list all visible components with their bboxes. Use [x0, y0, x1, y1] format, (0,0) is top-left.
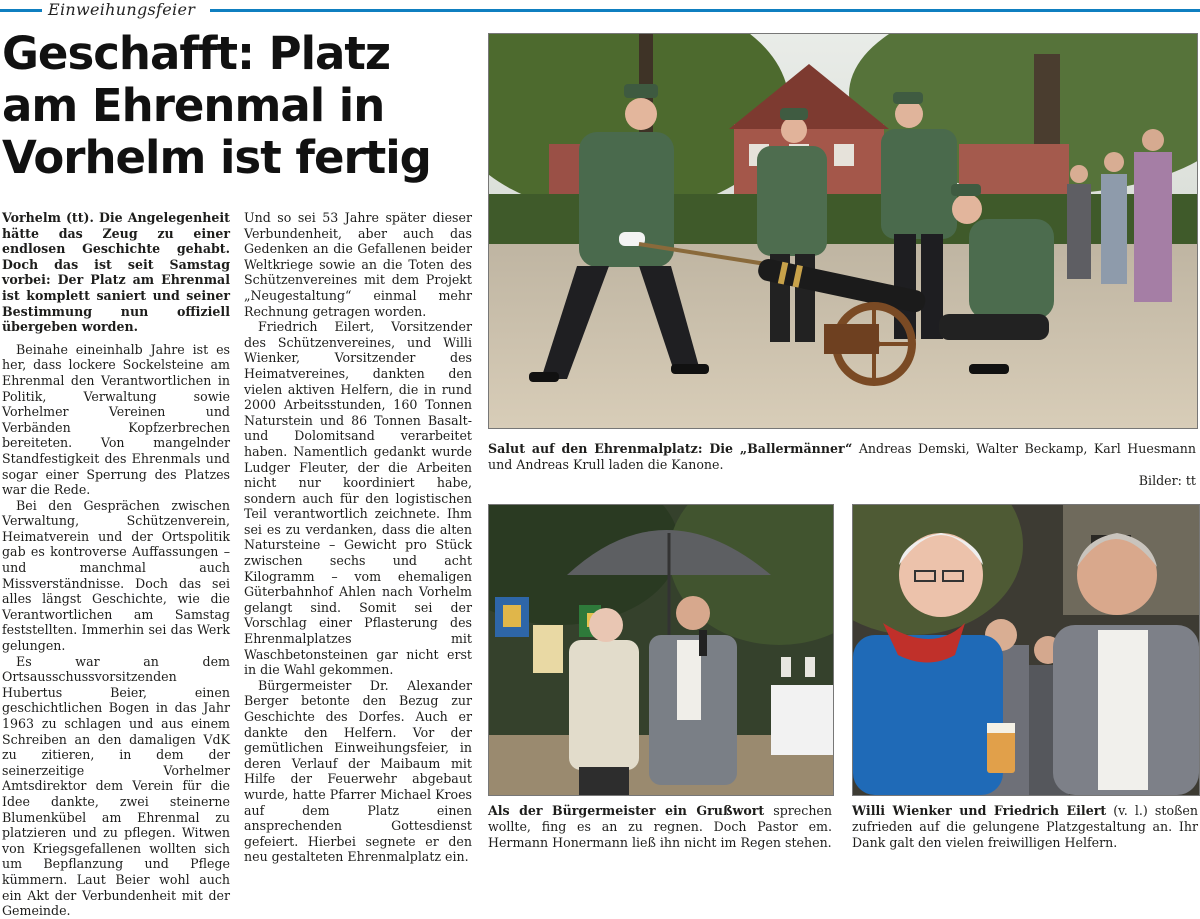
caption-bottom-left-text: sprechen wollte, fing es an zu regnen. Doch Pastor em. Hermann Honermann ließ ihn nicht im Regen stehen.	[488, 803, 832, 850]
article-column-1	[2, 210, 230, 919]
photo-mayor-umbrella-image	[489, 505, 833, 795]
caption-main-text: Andreas Demski, Walter Beckamp, Karl Huesmann und Andreas Krull laden die Kanone.	[488, 441, 1196, 472]
photo-toast-image	[853, 505, 1199, 795]
paragraph: Es war an dem Ortsausschussvorsitzenden Hubertus Beier, einen geschichtlichen Bogen in das Jahr 1963 zu schlagen und aus einem Schreiben an den damaligen VdK zu zitieren, in dem der seinerzeitige Vorhelmer Amtsdirektor dem Verein für die Idee dankte, zwei steinerne Blumenkübel am Ehrenmal zu platzieren und zu pflegen. Witwen von Kriegsgefallenen wollten sich um Bepflanzung und Pflege kümmern. Laut Beier wohl auch ein Akt der Verbundenheit mit der Gemeinde.	[2, 653, 230, 919]
article-lead: Vorhelm (tt). Die Angelegenheit hätte das Zeug zu einer endlosen Geschichte gehabt. Doch das ist seit Samstag vorbei: Der Platz am Ehrenmal ist komplett saniert und seiner Bestimmung nun offiziell übergeben worden.	[2, 210, 230, 335]
caption-bottom-left	[488, 803, 832, 851]
rubric-label: Einweihungsfeier	[48, 0, 196, 19]
caption-bottom-right-text: (v. l.) stoßen zufrieden auf die gelungene Platzgestaltung an. Ihr Dank galt den vielen freiwilligen Helfern.	[852, 803, 1198, 850]
photo-toast	[852, 504, 1200, 796]
article-column-2	[244, 210, 472, 865]
paragraph: Bei den Gesprächen zwischen Verwaltung, Schützenverein, Heimatverein und der Ortspolitik gab es kontroverse Auffassungen – und manchmal auch Missverständnisse. Doch das sei alles längst Geschichte, wie die Verantwortlichen am Samstag feststellten. Immerhin sei das Werk gelungen.	[2, 497, 230, 654]
caption-bottom-right-bold: Willi Wienker und Friedrich Eilert	[852, 803, 1107, 818]
section-rubric	[0, 0, 1200, 20]
article-headline: Geschafft: Platz am Ehrenmal in Vorhelm ist fertig	[2, 27, 431, 184]
rubric-rule-right	[210, 9, 1200, 12]
paragraph: Beinahe eineinhalb Jahre ist es her, dass lockere Sockelsteine am Ehrenmal den Verantwortlichen in Politik, Verwaltung sowie Vorhelmer Vereinen und Verbänden Kopfzerbrechen bereiteten. Von mangelnder Standfestigkeit des Ehrenmals und sogar einer Sperrung des Platzes war die Rede.	[2, 341, 230, 498]
photo-credit: Bilder: tt	[1138, 473, 1196, 488]
photo-cannon-salute	[488, 33, 1198, 429]
photo-cannon-salute-image	[489, 34, 1197, 428]
rubric-rule-left	[0, 9, 42, 12]
caption-bottom-right	[852, 803, 1198, 851]
paragraph: Und so sei 53 Jahre später dieser Verbundenheit, aber auch das Gedenken an die Gefallenen beider Weltkriege sowie an die Toten des Schützenvereines mit dem Projekt „Neugestaltung“ einmal mehr Rechnung getragen worden.	[244, 210, 472, 319]
paragraph: Friedrich Eilert, Vorsitzender des Schützenvereines, und Willi Wienker, Vorsitzender des Heimatvereines, dankten den vielen aktiven Helfern, die in rund 2000 Arbeitsstunden, 160 Tonnen Naturstein und 86 Tonnen Basalt- und Dolomitsand verarbeitet haben. Namentlich gedankt wurde Ludger Fleuter, der die Arbeiten nicht nur koordiniert habe, sondern auch für den logistischen Teil verantwortlich zeichnete. Ihm sei es zu verdanken, dass die alten Natursteine – Gewicht pro Stück zwischen sechs und acht Kilogramm – vom ehemaligen Güterbahnhof Ahlen nach Vorhelm gelangt sind. Somit sei der Vorschlag einer Pflasterung des Ehrenmalplatzes mit Waschbetonsteinen gar nicht erst in die Wahl gekommen.	[244, 319, 472, 678]
caption-bottom-left-bold: Als der Bürgermeister ein Grußwort	[488, 803, 765, 818]
paragraph: Bürgermeister Dr. Alexander Berger betonte den Bezug zur Geschichte des Dorfes. Auch er dankte den Helfern. Vor der gemütlichen Einweihungsfeier, in deren Verlauf der Maibaum mit Hilfe der Feuerwehr abgebaut wurde, hatte Pfarrer Michael Kroes auf dem Platz einen ansprechenden Gottesdienst gefeiert. Hierbei segnete er den neu gestalteten Ehrenmalplatz ein.	[244, 677, 472, 865]
photo-mayor-umbrella	[488, 504, 834, 796]
caption-main-photo	[488, 441, 1196, 489]
caption-main-bold: Salut auf den Ehrenmalplatz: Die „Ballermänner“	[488, 441, 853, 456]
